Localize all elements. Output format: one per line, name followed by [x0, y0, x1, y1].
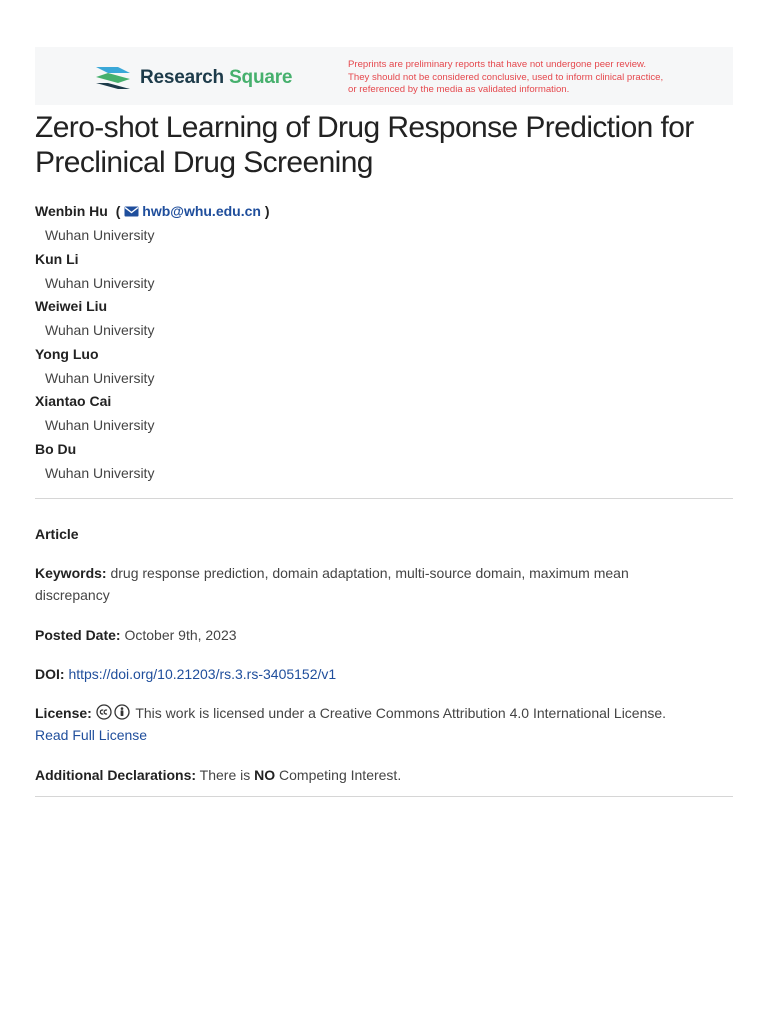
keywords-value-cont: discrepancy [35, 587, 110, 603]
research-square-wordmark: Research Square [140, 67, 293, 88]
author-affiliation: Wuhan University [45, 227, 155, 243]
author-name: Weiwei Liu [35, 298, 108, 314]
keywords-value: drug response prediction, domain adaptation, multi-source domain, maximum mean [110, 565, 629, 581]
declarations-label: Additional Declarations: [35, 767, 197, 783]
doi [35, 663, 733, 685]
author-entry [35, 248, 735, 296]
author-name: Bo Du [35, 440, 77, 457]
author-entry [35, 295, 735, 343]
license-text: This work is licensed under a Creative Commons Attribution 4.0 International License. [135, 705, 667, 721]
paper-title: Zero-shot Learning of Drug Response Prediction for Preclinical Drug Screening [35, 111, 694, 179]
attribution-icon [114, 704, 130, 720]
divider-top [35, 498, 733, 499]
author-list [35, 200, 735, 485]
author-entry [35, 200, 735, 248]
keywords [35, 562, 733, 606]
research-square-logo[interactable] [94, 63, 292, 93]
posted-date-label: Posted Date: [35, 627, 121, 643]
preprint-disclaimer: Preprints are preliminary reports that have not undergone peer review. They should not be considered conclusive, used to inform clinical practice, or referenced by the media as validated information. [348, 59, 664, 95]
author-entry [35, 438, 735, 486]
posted-date-value: October 9th, 2023 [124, 627, 237, 643]
article-type: Article [35, 526, 79, 542]
doi-label: DOI: [35, 666, 65, 682]
license-label: License: [35, 705, 92, 721]
author-name: Wenbin Hu [35, 203, 108, 219]
keywords-label: Keywords: [35, 565, 107, 581]
author-affiliation: Wuhan University [45, 369, 155, 386]
author-email-link[interactable]: hwb@whu.edu.cn [142, 203, 261, 219]
divider-bottom [35, 796, 733, 797]
author-affiliation: Wuhan University [45, 322, 155, 338]
author-entry [35, 343, 735, 391]
author-email-group: ( hwb@whu.edu.cn ) [115, 203, 270, 219]
read-full-license-link[interactable]: Read Full License [35, 727, 148, 743]
author-affiliation: Wuhan University [45, 417, 155, 433]
author-affiliation: Wuhan University [45, 274, 155, 291]
creative-commons-icon [96, 704, 112, 720]
author-name: Kun Li [35, 250, 79, 267]
posted-date [35, 624, 733, 646]
additional-declarations: Additional Declarations: There is NO Competing Interest. [35, 767, 402, 783]
author-affiliation: Wuhan University [45, 464, 155, 481]
author-name: Yong Luo [35, 345, 99, 362]
author-entry [35, 390, 735, 438]
author-name: Xiantao Cai [35, 393, 112, 409]
doi-link[interactable]: https://doi.org/10.21203/rs.3.rs-3405152/v1 [68, 666, 337, 682]
envelope-icon [124, 206, 139, 217]
preprint-banner [35, 47, 733, 105]
license [35, 702, 733, 746]
research-square-logo-icon [94, 63, 132, 93]
